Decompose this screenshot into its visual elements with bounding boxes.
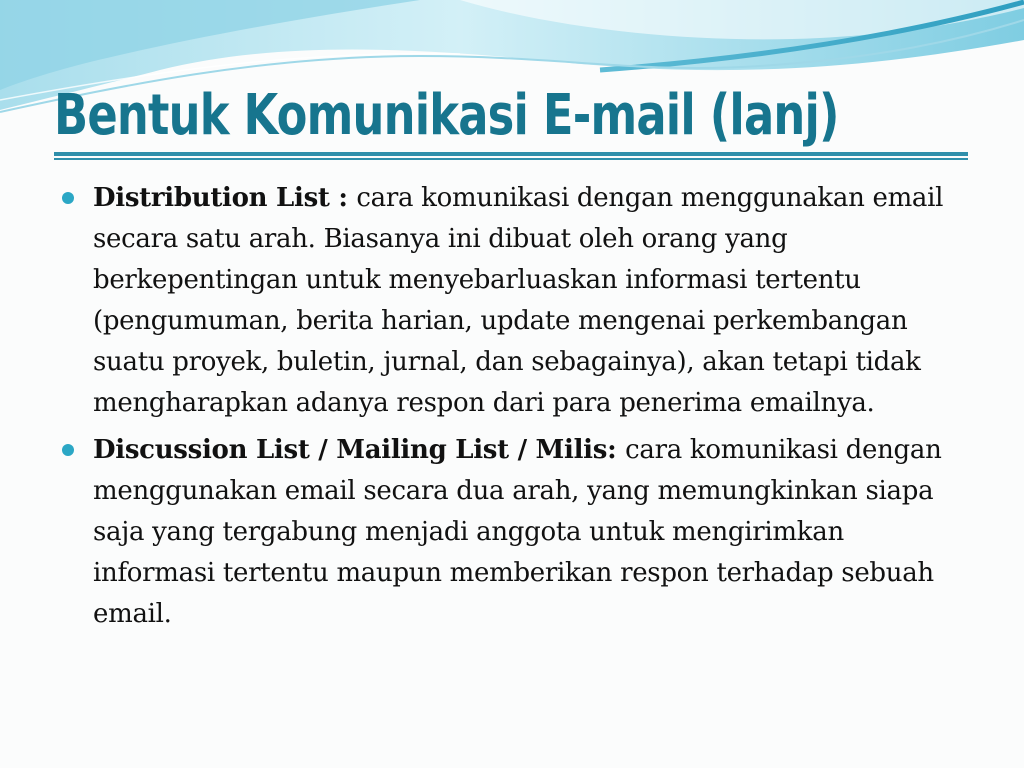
bullet-text: cara komunikasi dengan menggunakan email secara satu arah. Biasanya ini dibuat oleh orang yang berkepentingan untuk menyebarluaskan informasi tertentu (pengumuman, berita harian, update mengenai perkembangan suatu proyek, buletin, jurnal, dan sebagainya), akan tetapi tidak mengharapkan adanya respon dari para penerima emailnya. (93, 183, 944, 418)
bullet-item-discussion-list (62, 430, 962, 635)
bullet-dot-icon (62, 192, 74, 204)
bullet-item-distribution-list (62, 178, 962, 424)
title-underline-thin (54, 158, 968, 160)
slide-title: Bentuk Komunikasi E-mail (lanj) (54, 83, 839, 148)
bullet-dot-icon (62, 444, 74, 456)
bullet-list (62, 178, 962, 641)
bullet-term: Distribution List : (93, 183, 357, 213)
title-underline-thick (54, 152, 968, 156)
bullet-term: Discussion List / Mailing List / Milis: (93, 435, 626, 465)
bullet-text: cara komunikasi dengan menggunakan email secara dua arah, yang memungkinkan siapa saja yang tergabung menjadi anggota untuk mengirimkan informasi tertentu maupun memberikan respon terhadap sebuah email. (93, 435, 942, 629)
title-underline (54, 152, 968, 160)
